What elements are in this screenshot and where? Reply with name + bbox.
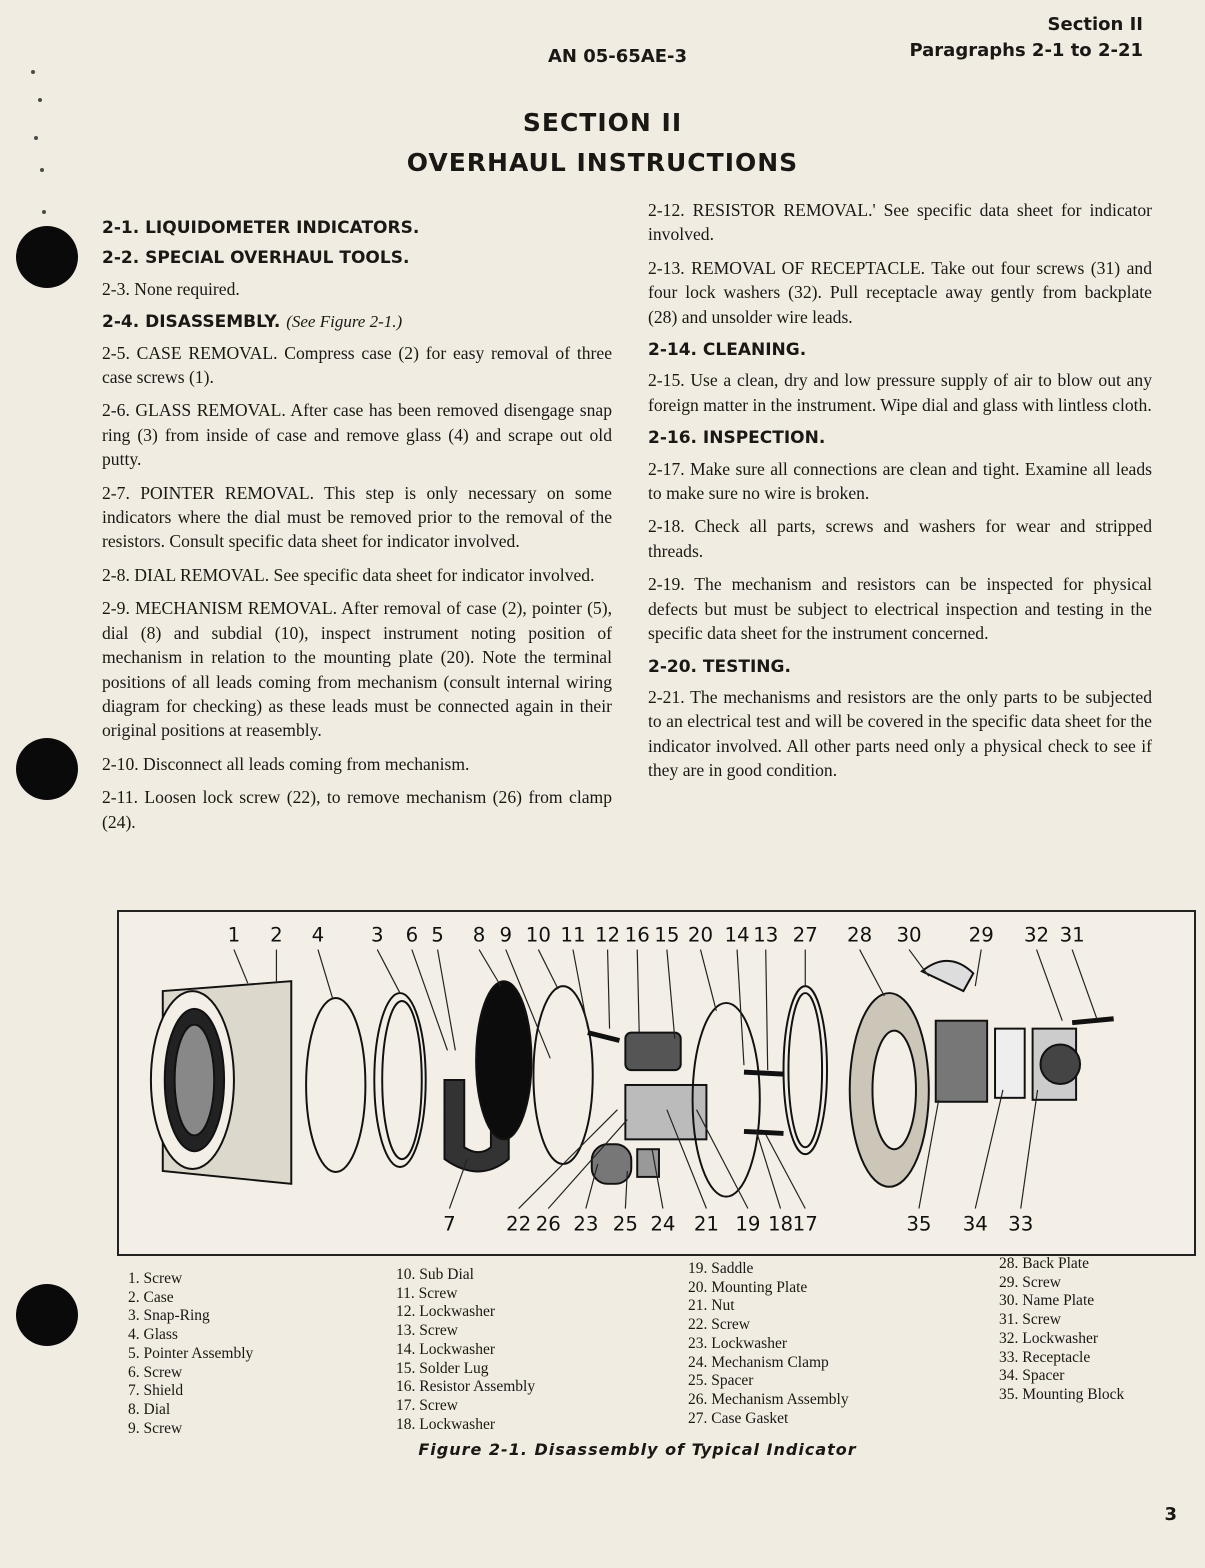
legend-item: 11. Screw bbox=[396, 1284, 458, 1302]
section-reference bbox=[909, 12, 1143, 64]
callout-label: 9 bbox=[499, 923, 513, 947]
legend-item: 28. Back Plate bbox=[999, 1255, 1089, 1272]
paragraph-heading bbox=[648, 338, 1152, 362]
callout-label: 15 bbox=[654, 923, 680, 947]
callout-label: 22 bbox=[506, 1212, 532, 1236]
document-number: AN 05-65AE-3 bbox=[548, 46, 688, 67]
paragraph-text: 2-9. MECHANISM REMOVAL. After removal of case (2), pointer (5), dial (8) and subdial (10), inspect instrument noting position of mechanism in relation to the mounting plate (20). Note the terminal positions of all leads coming from mechanism (consult internal wiring diagram for checking) as these leads must be connected again in their original positions at reasembly. bbox=[102, 598, 612, 741]
legend-item: 27. Case Gasket bbox=[688, 1409, 789, 1427]
callout-label: 27 bbox=[792, 923, 818, 947]
callout-label: 32 bbox=[1023, 923, 1050, 947]
paragraph-text: 2-19. The mechanism and resistors can be inspected for physical defects but must be subject to electrical inspection and testing in the specific data sheet for the instrument concerned. bbox=[648, 574, 1152, 644]
callouts-bottom bbox=[443, 1212, 1033, 1235]
callout-label: 34 bbox=[962, 1212, 988, 1236]
speck bbox=[38, 98, 42, 102]
legend-item: 17. Screw bbox=[396, 1396, 458, 1414]
paragraph bbox=[648, 368, 1152, 417]
paragraph-text: 2-16. INSPECTION. bbox=[648, 428, 826, 449]
callout-label: 21 bbox=[693, 1212, 719, 1236]
paragraph-text: 2-21. The mechanisms and resistors are the only parts to be subjected to an electrical test and will be covered in the specific data sheet for the indicator involved. All other parts need only a physical check to see if they are in good condition. bbox=[648, 686, 1152, 781]
callout-label: 2 bbox=[270, 923, 283, 947]
binder-hole bbox=[16, 1284, 78, 1346]
paragraph bbox=[648, 514, 1152, 563]
paragraph bbox=[102, 752, 612, 776]
legend-item: 21. Nut bbox=[688, 1297, 735, 1315]
legend-item: 35. Mounting Block bbox=[999, 1385, 1125, 1403]
legend-item: 26. Mechanism Assembly bbox=[688, 1390, 849, 1408]
paragraph bbox=[102, 596, 612, 742]
callout-label: 30 bbox=[896, 923, 922, 947]
paragraph-heading bbox=[102, 246, 612, 270]
callout-label: 17 bbox=[792, 1212, 818, 1236]
legend-column bbox=[688, 1260, 849, 1428]
paragraph bbox=[102, 277, 612, 301]
legend-item: 5. Pointer Assembly bbox=[128, 1344, 254, 1362]
binder-hole bbox=[16, 738, 78, 800]
legend-item: 10. Sub Dial bbox=[396, 1266, 474, 1283]
legend-item: 24. Mechanism Clamp bbox=[688, 1353, 829, 1371]
paragraph-text: 2-4. DISASSEMBLY. bbox=[102, 312, 281, 333]
paragraph-text: 2-6. GLASS REMOVAL. After case has been removed disengage snap ring (3) from inside of case and remove glass (4) and scrape out old putty. bbox=[102, 400, 612, 470]
callout-label: 26 bbox=[535, 1212, 561, 1236]
paragraph-text: 2-7. POINTER REMOVAL. This step is only necessary on some indicators where the dial must be removed prior to the removal of the resistors. Consult specific data sheet for indicator involved. bbox=[102, 482, 612, 552]
paragraph-text: 2-10. Disconnect all leads coming from mechanism. bbox=[102, 753, 470, 774]
callout-label: 12 bbox=[595, 923, 621, 947]
paragraph-text: 2-3. None required. bbox=[102, 278, 240, 299]
paragraph-text: 2-17. Make sure all connections are clean and tight. Examine all leads to make sure no wire is broken. bbox=[648, 458, 1152, 504]
mounting-block-drawing bbox=[936, 1021, 987, 1102]
paragraph bbox=[102, 398, 612, 471]
legend-item: 13. Screw bbox=[396, 1322, 458, 1340]
callout-label: 1 bbox=[227, 923, 241, 947]
legend-item: 1. Screw bbox=[128, 1270, 183, 1287]
callout-label: 8 bbox=[472, 923, 486, 947]
paragraph-text: 2-5. CASE REMOVAL. Compress case (2) for easy removal of three case screws (1). bbox=[102, 342, 612, 388]
callout-label: 5 bbox=[431, 923, 444, 947]
paragraph bbox=[648, 572, 1152, 645]
name-plate-drawing bbox=[922, 961, 973, 991]
legend-item: 7. Shield bbox=[128, 1382, 184, 1400]
legend-item: 16. Resistor Assembly bbox=[396, 1378, 536, 1396]
spacer-drawing bbox=[995, 1029, 1025, 1098]
figure-caption: Figure 2-1. Disassembly of Typical Indicator bbox=[418, 1440, 857, 1459]
paragraph bbox=[648, 256, 1152, 329]
paragraph bbox=[102, 481, 612, 554]
legend-item: 30. Name Plate bbox=[999, 1292, 1095, 1310]
screw-drawing bbox=[588, 1033, 620, 1041]
paragraph-text: 2-1. LIQUIDOMETER INDICATORS. bbox=[102, 218, 420, 238]
legend-item: 22. Screw bbox=[688, 1316, 750, 1334]
dial-drawing bbox=[476, 981, 531, 1139]
legend-item: 12. Lockwasher bbox=[396, 1303, 495, 1321]
glass-drawing bbox=[306, 998, 365, 1172]
callout-label: 14 bbox=[724, 923, 750, 947]
paragraph-text: 2-13. REMOVAL OF RECEPTACLE. Take out four screws (31) and four lock washers (32). Pull receptacle away gently from backplate (28) and unsolder wire leads. bbox=[648, 257, 1152, 327]
section-subtitle: OVERHAUL INSTRUCTIONS bbox=[406, 148, 799, 177]
callout-label: 19 bbox=[735, 1212, 761, 1236]
callout-label: 29 bbox=[968, 923, 994, 947]
legend-item: 6. Screw bbox=[128, 1363, 183, 1381]
paragraph-text: 2-20. TESTING. bbox=[648, 656, 791, 677]
paragraph bbox=[102, 341, 612, 390]
legend-item: 20. Mounting Plate bbox=[688, 1278, 808, 1296]
legend-item: 31. Screw bbox=[999, 1311, 1061, 1329]
legend-item: 33. Receptacle bbox=[999, 1348, 1091, 1366]
paragraph-text: 2-11. Loosen lock screw (22), to remove mechanism (26) from clamp (24). bbox=[102, 787, 612, 832]
legend-item: 8. Dial bbox=[128, 1400, 171, 1418]
callout-label: 13 bbox=[753, 923, 779, 947]
figure-reference: (See Figure 2-1.) bbox=[286, 312, 403, 332]
callout-label: 18 bbox=[767, 1212, 794, 1236]
paragraph-text: 2-2. SPECIAL OVERHAUL TOOLS. bbox=[102, 248, 410, 269]
paragraph bbox=[102, 563, 612, 587]
paragraph bbox=[102, 785, 612, 834]
legend-item: 18. Lockwasher bbox=[396, 1415, 495, 1433]
legend-column bbox=[999, 1255, 1124, 1405]
legend-item: 14. Lockwasher bbox=[396, 1340, 495, 1358]
paragraph bbox=[648, 685, 1152, 783]
paragraph-text: 2-8. DIAL REMOVAL. See specific data sheet for indicator involved. bbox=[102, 564, 595, 585]
right-column bbox=[648, 198, 1152, 792]
callouts-top bbox=[228, 924, 1085, 947]
paragraph-heading bbox=[102, 310, 612, 334]
callout-label: 7 bbox=[443, 1212, 456, 1236]
legend-column bbox=[128, 1270, 253, 1438]
resistor-drawing bbox=[625, 1033, 680, 1071]
subdial-drawing bbox=[533, 986, 592, 1164]
paragraph-text: 2-18. Check all parts, screws and washers for wear and stripped threads. bbox=[648, 516, 1152, 561]
legend-item: 23. Lockwasher bbox=[688, 1334, 787, 1352]
legend-item: 3. Snap-Ring bbox=[128, 1307, 210, 1325]
callout-label: 23 bbox=[573, 1212, 599, 1236]
section-label: Section II bbox=[1047, 14, 1143, 35]
legend-item: 19. Saddle bbox=[688, 1260, 754, 1277]
callout-label: 6 bbox=[405, 923, 419, 947]
legend-item: 25. Spacer bbox=[688, 1372, 754, 1390]
legend-item: 32. Lockwasher bbox=[999, 1329, 1098, 1347]
callout-label: 25 bbox=[612, 1212, 638, 1236]
case-gasket-drawing bbox=[784, 986, 827, 1154]
legend-item: 15. Solder Lug bbox=[396, 1359, 489, 1377]
paragraph-text: 2-15. Use a clean, dry and low pressure supply of air to blow out any foreign matter in the instrument. Wipe dial and glass with lintless cloth. bbox=[648, 370, 1152, 415]
callout-label: 24 bbox=[650, 1212, 676, 1236]
callout-label: 4 bbox=[311, 923, 325, 947]
callout-label: 28 bbox=[847, 923, 873, 947]
exploded-view-figure bbox=[117, 910, 1196, 1256]
paragraph-heading bbox=[648, 655, 1152, 679]
callout-label: 33 bbox=[1008, 1212, 1034, 1236]
paragraph-heading bbox=[102, 216, 612, 240]
legend-column bbox=[396, 1266, 535, 1434]
callout-label: 16 bbox=[624, 923, 650, 947]
callout-label: 35 bbox=[906, 1212, 932, 1236]
legend-item: 4. Glass bbox=[128, 1326, 178, 1344]
paragraph-heading bbox=[648, 426, 1152, 450]
legend-item: 29. Screw bbox=[999, 1273, 1061, 1291]
section-title: SECTION II bbox=[522, 108, 683, 137]
left-column bbox=[102, 212, 612, 843]
binder-hole bbox=[16, 226, 78, 288]
callout-label: 11 bbox=[560, 923, 586, 947]
callout-label: 31 bbox=[1059, 923, 1085, 947]
paragraph-text: 2-12. RESISTOR REMOVAL.' See specific data sheet for indicator involved. bbox=[648, 200, 1152, 245]
callout-label: 3 bbox=[370, 923, 384, 947]
legend-item: 9. Screw bbox=[128, 1419, 183, 1437]
exploded-view-drawing bbox=[119, 912, 1194, 1254]
legend-item: 2. Case bbox=[128, 1288, 174, 1306]
legend-item: 34. Spacer bbox=[999, 1367, 1065, 1385]
callout-label: 10 bbox=[525, 923, 551, 947]
paragraph bbox=[648, 457, 1152, 506]
speck bbox=[42, 210, 46, 214]
paragraph-range: Paragraphs 2-1 to 2-21 bbox=[909, 40, 1143, 61]
speck bbox=[31, 70, 35, 74]
paragraph-text: 2-14. CLEANING. bbox=[648, 340, 807, 361]
paragraph bbox=[648, 198, 1152, 247]
page-number: 3 bbox=[1164, 1504, 1177, 1525]
callout-label: 20 bbox=[687, 923, 714, 947]
